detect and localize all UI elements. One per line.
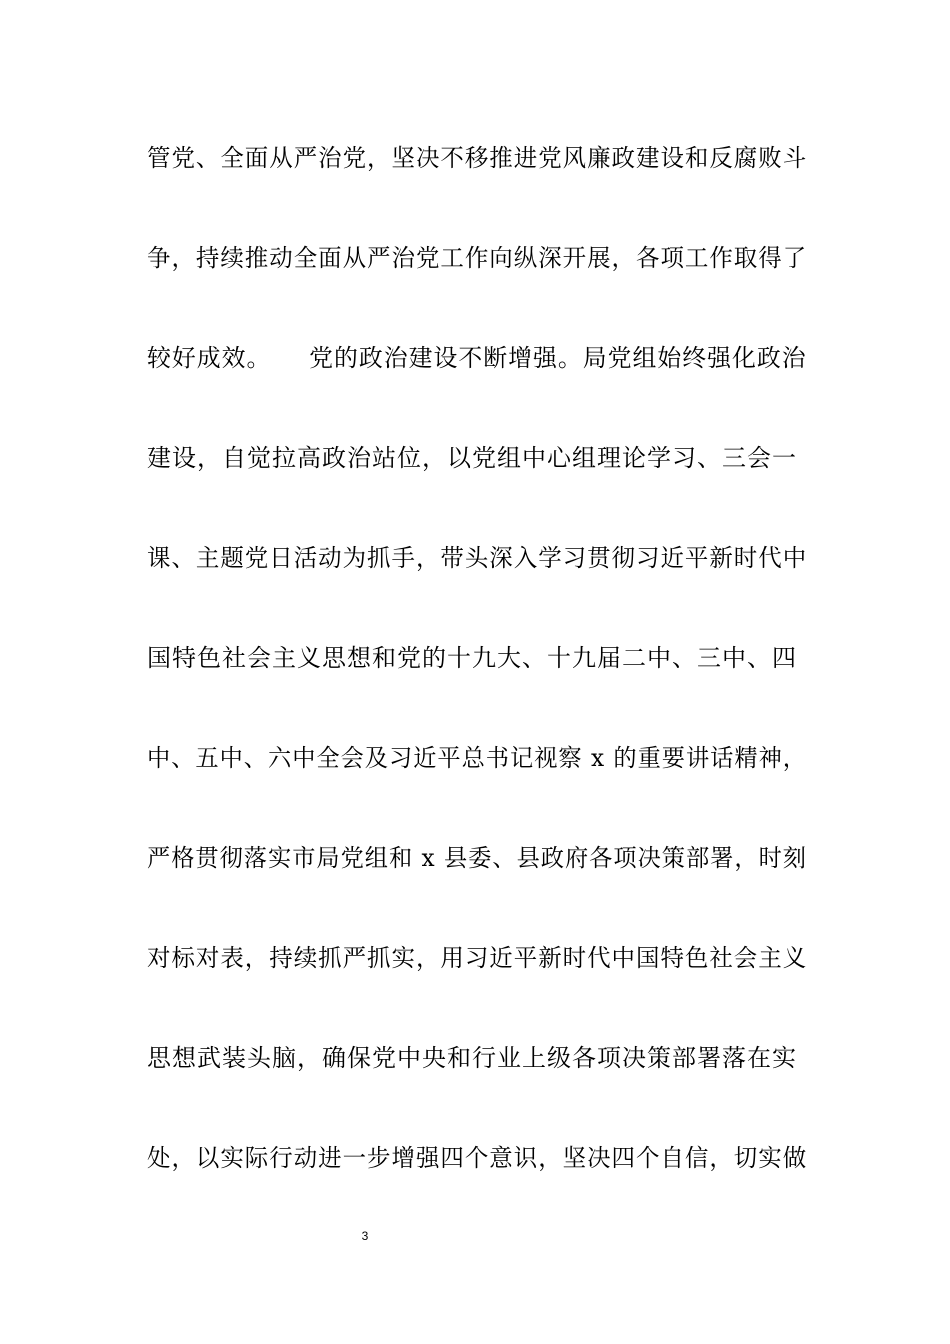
text-line: 较好成效。 党的政治建设不断增强。局党组始终强化政治 — [147, 344, 807, 372]
text-line: 建设，自觉拉高政治站位，以党组中心组理论学习、三会一 — [147, 444, 797, 472]
text-line: 争，持续推动全面从严治党工作向纵深开展，各项工作取得了 — [147, 244, 808, 272]
text-line: 国特色社会主义思想和党的十九大、十九届二中、三中、四 — [147, 644, 797, 672]
text-line: 思想武装头脑，确保党中央和行业上级各项决策部署落在实 — [147, 1044, 797, 1072]
text-line: 严格贯彻落实市局党组和 x 县委、县政府各项决策部署，时刻 — [147, 844, 807, 872]
text-line: 课、主题党日活动为抓手，带头深入学习贯彻习近平新时代中 — [147, 544, 808, 572]
text-line: 管党、全面从严治党，坚决不移推进党风廉政建设和反腐败斗 — [147, 144, 808, 172]
text-line: 处，以实际行动进一步增强四个意识，坚决四个自信，切实做 — [147, 1144, 808, 1172]
body-text — [147, 136, 807, 1236]
text-line: 对标对表，持续抓严抓实，用习近平新时代中国特色社会主义 — [147, 944, 808, 972]
text-line: 中、五中、六中全会及习近平总书记视察 x 的重要讲话精神， — [147, 744, 807, 772]
page-number: 3 — [361, 1229, 369, 1243]
